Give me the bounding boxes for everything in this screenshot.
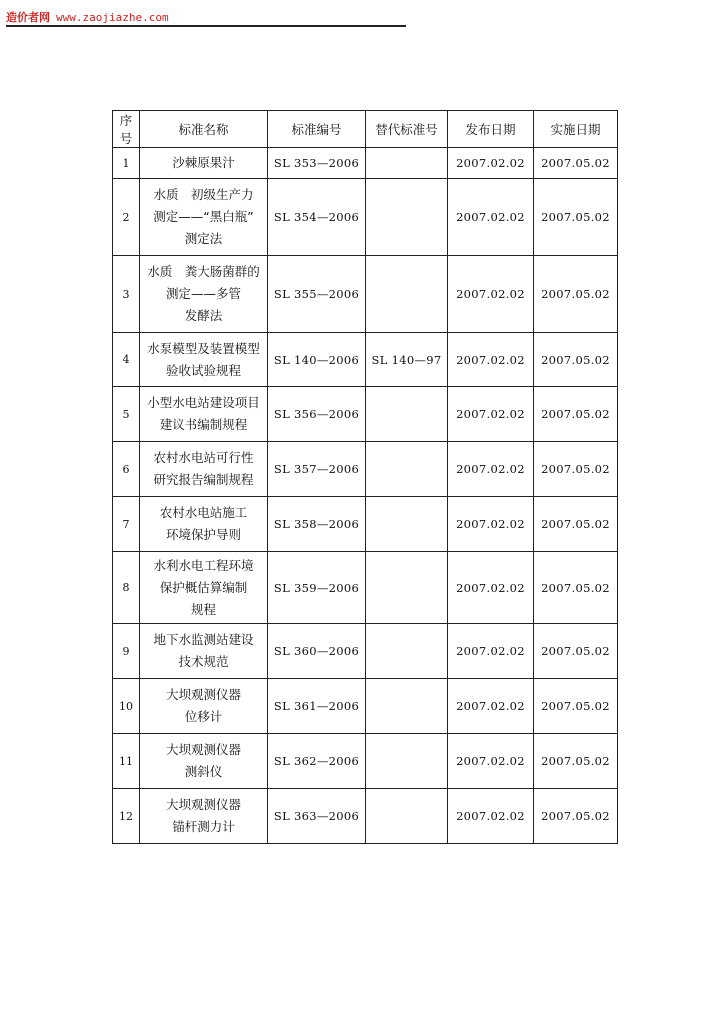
cell-publish-date: 2007.02.02	[448, 497, 534, 552]
cell-effective-date: 2007.05.02	[534, 333, 618, 387]
cell-serial-no: 11	[113, 734, 140, 789]
cell-replaced-standard	[366, 552, 448, 624]
cell-serial-no: 1	[113, 148, 140, 179]
cell-standard-code: SL 362—2006	[268, 734, 366, 789]
cell-standard-code: SL 354—2006	[268, 179, 366, 256]
table-row	[113, 552, 618, 624]
standard-name-line: 发酵法	[184, 308, 223, 323]
cell-standard-code: SL 360—2006	[268, 624, 366, 679]
standard-name-line: 技术规范	[178, 654, 229, 669]
cell-serial-no: 3	[113, 256, 140, 333]
standard-name-line: 水质 粪大肠菌群的	[147, 264, 260, 279]
standard-name-line: 大坝观测仪器	[165, 797, 241, 812]
cell-standard-code: SL 356—2006	[268, 387, 366, 442]
standard-name-line: 锚杆测力计	[172, 819, 235, 834]
table-row	[113, 734, 618, 789]
standard-name-line: 小型水电站建设项目	[147, 395, 260, 410]
cell-effective-date: 2007.05.02	[534, 497, 618, 552]
table-row	[113, 387, 618, 442]
table-row	[113, 179, 618, 256]
standard-name-line: 地下水监测站建设	[153, 632, 254, 647]
cell-standard-code: SL 358—2006	[268, 497, 366, 552]
cell-standard-code: SL 140—2006	[268, 333, 366, 387]
standard-name-line: 测定——多管	[165, 286, 241, 301]
cell-standard-name	[140, 552, 268, 624]
cell-publish-date: 2007.02.02	[448, 624, 534, 679]
cell-publish-date: 2007.02.02	[448, 387, 534, 442]
cell-effective-date: 2007.05.02	[534, 552, 618, 624]
cell-serial-no: 2	[113, 179, 140, 256]
cell-standard-code: SL 359—2006	[268, 552, 366, 624]
table-row	[113, 789, 618, 844]
table-row	[113, 148, 618, 179]
cell-standard-name	[140, 333, 268, 387]
standard-name-line: 水质 初级生产力	[153, 187, 254, 202]
table-row	[113, 256, 618, 333]
standard-name-line: 水利水电工程环境	[153, 557, 254, 573]
cell-publish-date: 2007.02.02	[448, 734, 534, 789]
cell-standard-name	[140, 179, 268, 256]
cell-standard-name	[140, 442, 268, 497]
standards-table	[112, 110, 618, 844]
standard-name-line: 沙棘原果汁	[172, 155, 235, 170]
cell-standard-name	[140, 734, 268, 789]
cell-serial-no: 5	[113, 387, 140, 442]
header-cell-no: 序号	[113, 111, 140, 148]
cell-standard-name	[140, 624, 268, 679]
table-row	[113, 624, 618, 679]
standard-name-line: 大坝观测仪器	[165, 742, 241, 757]
cell-effective-date: 2007.05.02	[534, 442, 618, 497]
cell-effective-date: 2007.05.02	[534, 148, 618, 179]
cell-serial-no: 9	[113, 624, 140, 679]
cell-publish-date: 2007.02.02	[448, 679, 534, 734]
cell-serial-no: 8	[113, 552, 140, 624]
cell-publish-date: 2007.02.02	[448, 789, 534, 844]
cell-standard-code: SL 361—2006	[268, 679, 366, 734]
cell-publish-date: 2007.02.02	[448, 333, 534, 387]
cell-effective-date: 2007.05.02	[534, 734, 618, 789]
page-header	[0, 0, 727, 30]
cell-effective-date: 2007.05.02	[534, 624, 618, 679]
cell-serial-no: 10	[113, 679, 140, 734]
cell-replaced-standard	[366, 442, 448, 497]
cell-standard-name	[140, 256, 268, 333]
header-cell-code: 标准编号	[268, 111, 366, 148]
watermark	[6, 9, 169, 25]
cell-effective-date: 2007.05.02	[534, 679, 618, 734]
standard-name-line: 测斜仪	[184, 764, 223, 779]
standard-name-line: 农村水电站可行性	[153, 450, 254, 465]
cell-replaced-standard	[366, 624, 448, 679]
standard-name-line: 水泵模型及装置模型	[147, 340, 260, 356]
table-header-row	[113, 111, 618, 148]
cell-standard-name	[140, 789, 268, 844]
cell-standard-name	[140, 148, 268, 179]
header-cell-effective: 实施日期	[534, 111, 618, 148]
standard-name-line: 研究报告编制规程	[153, 472, 254, 487]
cell-replaced-standard	[366, 789, 448, 844]
cell-effective-date: 2007.05.02	[534, 179, 618, 256]
cell-standard-code: SL 353—2006	[268, 148, 366, 179]
cell-standard-code: SL 355—2006	[268, 256, 366, 333]
watermark-url[interactable]: www.zaojiazhe.com	[56, 11, 169, 24]
cell-standard-code: SL 363—2006	[268, 789, 366, 844]
standard-name-line: 测定——“黑白瓶”	[153, 209, 254, 224]
cell-serial-no: 7	[113, 497, 140, 552]
cell-effective-date: 2007.05.02	[534, 789, 618, 844]
standard-name-line: 农村水电站施工	[159, 505, 248, 520]
standard-name-line: 大坝观测仪器	[165, 687, 241, 702]
table-row	[113, 333, 618, 387]
cell-replaced-standard: SL 140—97	[366, 333, 448, 387]
cell-replaced-standard	[366, 734, 448, 789]
standard-name-line: 环境保护导则	[165, 527, 241, 542]
cell-publish-date: 2007.02.02	[448, 256, 534, 333]
table-row	[113, 442, 618, 497]
cell-publish-date: 2007.02.02	[448, 552, 534, 624]
standard-name-line: 测定法	[184, 231, 223, 246]
header-rule	[6, 25, 406, 27]
cell-replaced-standard	[366, 179, 448, 256]
cell-standard-name	[140, 387, 268, 442]
table-row	[113, 679, 618, 734]
cell-publish-date: 2007.02.02	[448, 179, 534, 256]
table-row	[113, 497, 618, 552]
cell-replaced-standard	[366, 387, 448, 442]
cell-replaced-standard	[366, 148, 448, 179]
cell-standard-name	[140, 679, 268, 734]
cell-serial-no: 12	[113, 789, 140, 844]
cell-standard-name	[140, 497, 268, 552]
standard-name-line: 验收试验规程	[165, 362, 241, 378]
cell-serial-no: 4	[113, 333, 140, 387]
header-cell-published: 发布日期	[448, 111, 534, 148]
cell-publish-date: 2007.02.02	[448, 442, 534, 497]
cell-effective-date: 2007.05.02	[534, 256, 618, 333]
cell-replaced-standard	[366, 679, 448, 734]
cell-effective-date: 2007.05.02	[534, 387, 618, 442]
standard-name-line: 建议书编制规程	[159, 417, 248, 432]
header-cell-name: 标准名称	[140, 111, 268, 148]
watermark-site-name: 造价者网	[6, 11, 50, 24]
standard-name-line: 位移计	[184, 709, 223, 724]
cell-standard-code: SL 357—2006	[268, 442, 366, 497]
cell-replaced-standard	[366, 497, 448, 552]
standard-name-line: 保护概估算编制	[159, 579, 248, 595]
header-cell-replaces: 替代标准号	[366, 111, 448, 148]
cell-publish-date: 2007.02.02	[448, 148, 534, 179]
standard-name-line: 规程	[190, 601, 216, 617]
cell-serial-no: 6	[113, 442, 140, 497]
cell-replaced-standard	[366, 256, 448, 333]
